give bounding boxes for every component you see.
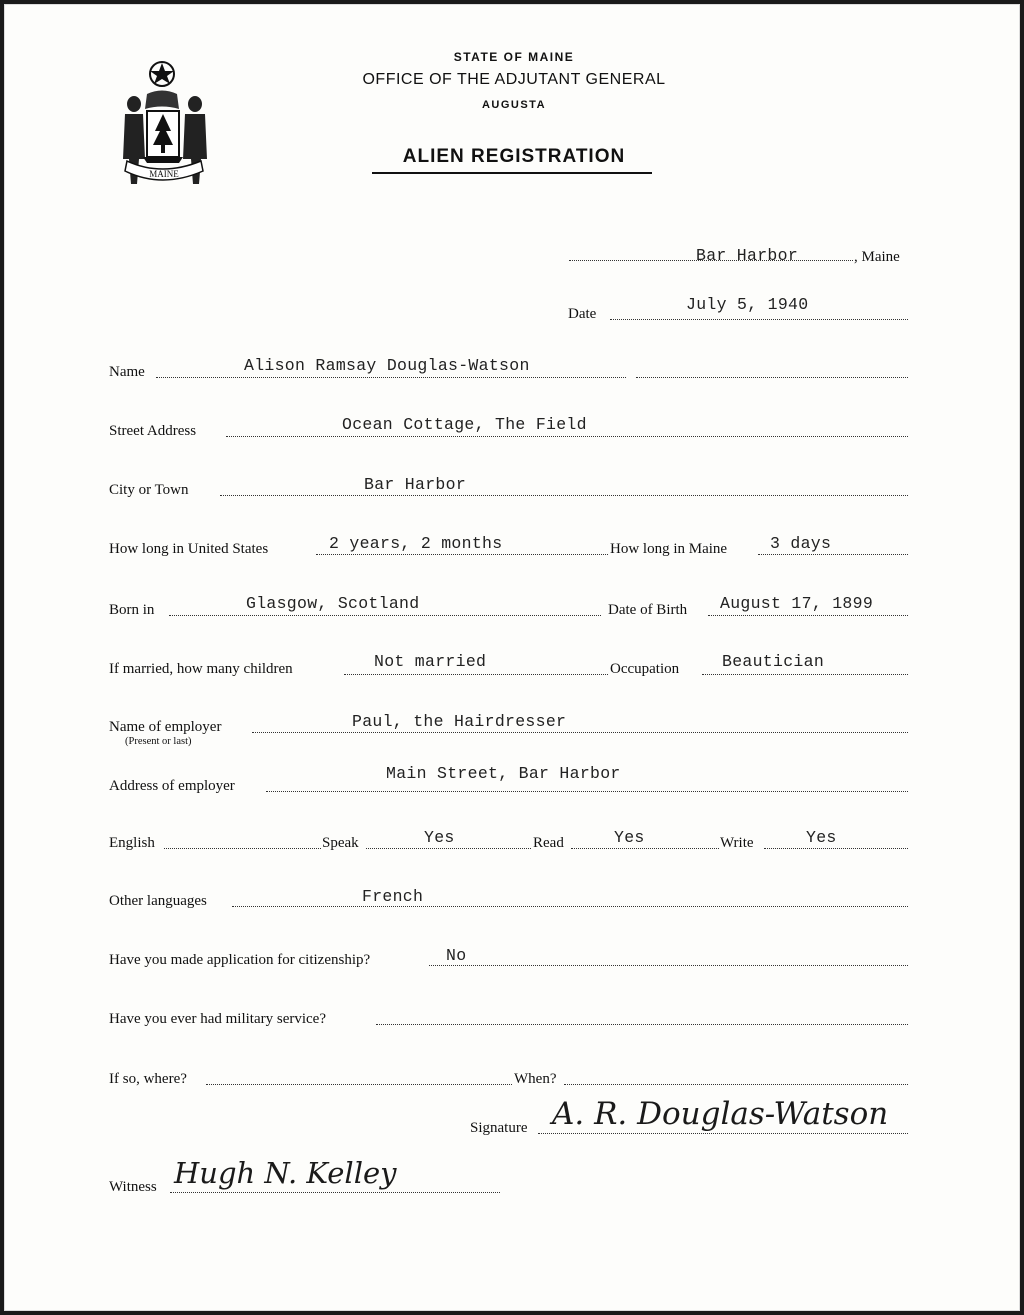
born-label: Born in xyxy=(109,602,155,618)
emp-addr-label: Address of employer xyxy=(109,778,235,794)
date-label: Date xyxy=(568,306,597,322)
maine-label: How long in Maine xyxy=(610,541,728,557)
other-lang-line xyxy=(232,906,908,907)
maine-line xyxy=(758,554,908,555)
date-value: July 5, 1940 xyxy=(686,295,809,314)
read-label: Read xyxy=(533,835,564,851)
dob-line xyxy=(708,615,908,616)
name-line xyxy=(156,377,626,378)
read-line xyxy=(571,848,719,849)
city-value: Bar Harbor xyxy=(364,475,467,494)
dob-label: Date of Birth xyxy=(608,602,688,618)
when-label: When? xyxy=(514,1071,557,1087)
employer-label: Name of employer xyxy=(109,719,222,735)
citizenship-line xyxy=(429,965,908,966)
name-label: Name xyxy=(109,364,145,380)
us-line xyxy=(316,554,608,555)
english-label: English xyxy=(109,835,155,851)
citizenship-label: Have you made application for citizenship? xyxy=(109,952,371,968)
office-heading: OFFICE OF THE ADJUTANT GENERAL xyxy=(362,71,666,88)
speak-line xyxy=(366,848,531,849)
city-line xyxy=(220,495,908,496)
signature-value: A. R. Douglas-Watson xyxy=(552,1096,889,1132)
witness-signature: Hugh N. Kelley xyxy=(174,1156,397,1190)
speak-label: Speak xyxy=(322,835,359,851)
title-underline xyxy=(372,172,652,174)
street-label: Street Address xyxy=(109,423,197,439)
occupation-value: Beautician xyxy=(722,652,825,671)
other-lang-value: French xyxy=(362,887,424,906)
military-label: Have you ever had military service? xyxy=(109,1011,326,1027)
where-label: If so, where? xyxy=(109,1071,187,1087)
dob-value: August 17, 1899 xyxy=(720,594,874,613)
us-value: 2 years, 2 months xyxy=(329,534,503,553)
city-heading: AUGUSTA xyxy=(481,99,547,111)
speak-value: Yes xyxy=(424,828,455,847)
city-label: City or Town xyxy=(109,482,189,498)
place-value: Bar Harbor xyxy=(696,246,799,265)
us-label: How long in United States xyxy=(109,541,269,557)
citizenship-value: No xyxy=(446,946,467,965)
write-line xyxy=(764,848,908,849)
write-value: Yes xyxy=(806,828,837,847)
emp-addr-line xyxy=(266,791,908,792)
read-value: Yes xyxy=(614,828,645,847)
other-lang-label: Other languages xyxy=(109,893,207,909)
children-label: If married, how many children xyxy=(109,661,293,677)
employer-value: Paul, the Hairdresser xyxy=(352,712,567,731)
place-label: , Maine xyxy=(854,249,900,265)
when-line xyxy=(564,1084,908,1085)
children-line xyxy=(344,674,608,675)
witness-line xyxy=(170,1192,500,1193)
emp-addr-value: Main Street, Bar Harbor xyxy=(386,764,621,783)
children-value: Not married xyxy=(374,652,487,671)
employer-sublabel: (Present or last) xyxy=(125,736,192,747)
document-page xyxy=(4,4,1020,1311)
street-line xyxy=(226,436,908,437)
maine-value: 3 days xyxy=(770,534,832,553)
name-value: Alison Ramsay Douglas-Watson xyxy=(244,356,530,375)
name-line-2 xyxy=(636,377,908,378)
signature-line xyxy=(538,1133,908,1134)
born-line xyxy=(169,615,601,616)
date-line xyxy=(610,319,908,320)
military-line xyxy=(376,1024,908,1025)
english-line xyxy=(164,848,321,849)
street-value: Ocean Cottage, The Field xyxy=(342,415,587,434)
svg-text:MAINE: MAINE xyxy=(149,169,179,179)
write-label: Write xyxy=(720,835,754,851)
signature-label: Signature xyxy=(470,1120,528,1136)
witness-label: Witness xyxy=(109,1179,157,1195)
employer-line xyxy=(252,732,908,733)
state-heading: STATE OF MAINE xyxy=(453,50,575,64)
form-title: ALIEN REGISTRATION xyxy=(402,146,626,167)
born-value: Glasgow, Scotland xyxy=(246,594,420,613)
where-line xyxy=(206,1084,512,1085)
occupation-label: Occupation xyxy=(610,661,680,677)
occupation-line xyxy=(702,674,908,675)
